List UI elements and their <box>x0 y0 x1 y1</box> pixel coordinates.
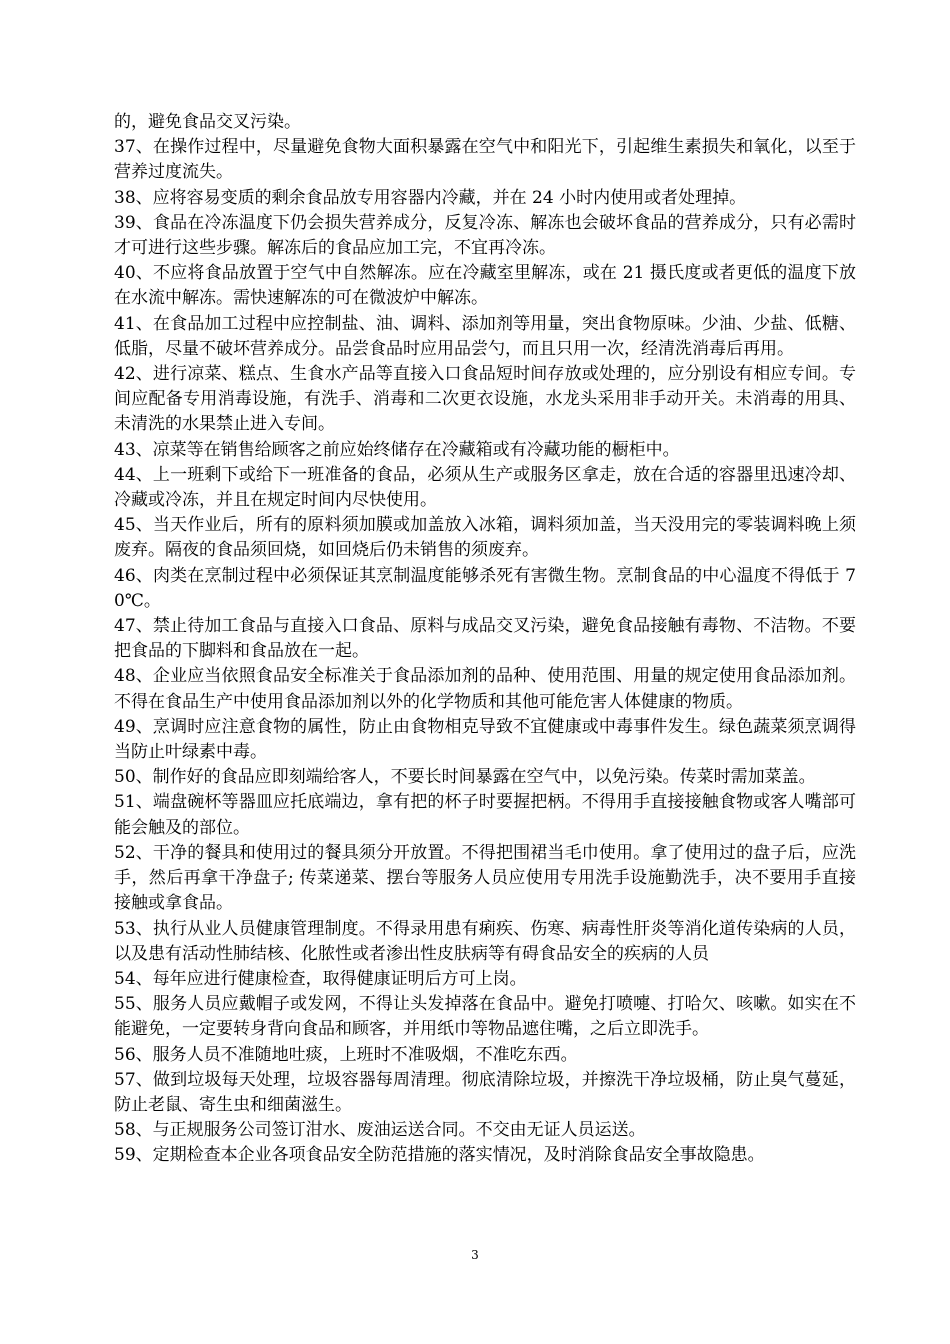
paragraph-item-42: 42、进行凉菜、糕点、生食水产品等直接入口食品短时间存放或处理的，应分别设有相应专间。专间应配备专用消毒设施，有洗手、消毒和二次更衣设施，水龙头采用非手动开关。未消毒的用具、未清洗的水果禁止进入专间。 <box>114 364 856 435</box>
paragraph-item-45: 45、当天作业后，所有的原料须加膜或加盖放入冰箱，调料须加盖，当天没用完的零装调料晚上须废弃。隔夜的食品须回烧，如回烧后仍未销售的须废弃。 <box>114 515 856 561</box>
paragraph-item-47: 47、禁止待加工食品与直接入口食品、原料与成品交叉污染，避免食品接触有毒物、不洁物。不要把食品的下脚料和食品放在一起。 <box>114 616 856 662</box>
page-number: 3 <box>471 1248 479 1262</box>
document-body <box>114 110 856 1169</box>
paragraph-item-56: 56、服务人员不准随地吐痰，上班时不准吸烟，不准吃东西。 <box>114 1044 578 1065</box>
paragraph-item-53: 53、执行从业人员健康管理制度。不得录用患有痢疾、伤寒、病毒性肝炎等消化道传染病的人员，以及患有活动性肺结核、化脓性或者渗出性皮肤病等有碍食品安全的疾病的人员 <box>114 918 856 964</box>
paragraph-item-48: 48、企业应当依照食品安全标准关于食品添加剂的品种、使用范围、用量的规定使用食品添加剂。不得在食品生产中使用食品添加剂以外的化学物质和其他可能危害人体健康的物质。 <box>114 666 856 712</box>
paragraph-item-52: 52、干净的餐具和使用过的餐具须分开放置。不得把围裙当毛巾使用。拿了使用过的盘子后，应洗手，然后再拿干净盘子; 传菜递菜、摆台等服务人员应使用专用洗手设施勤洗手，决不要用手直接接触或拿食品。 <box>114 842 856 914</box>
paragraph-item-41: 41、在食品加工过程中应控制盐、油、调料、添加剂等用量，突出食物原味。少油、少盐、低糖、低脂，尽量不破坏营养成分。品尝食品时应用品尝勺，而且只用一次，经清洗消毒后再用。 <box>114 313 856 359</box>
paragraph-item-37: 37、在操作过程中，尽量避免食物大面积暴露在空气中和阳光下，引起维生素损失和氧化，以至于营养过度流失。 <box>114 137 856 183</box>
paragraph-item-40: 40、不应将食品放置于空气中自然解冻。应在冷藏室里解冻，或在 21 摄氏度或者更低的温度下放在水流中解冻。需快速解冻的可在微波炉中解冻。 <box>114 263 856 309</box>
paragraph-item-54: 54、每年应进行健康检查，取得健康证明后方可上岗。 <box>114 968 527 989</box>
paragraph-continuation: 的，避免食品交叉污染。 <box>114 112 301 132</box>
paragraph-item-55: 55、服务人员应戴帽子或发网，不得让头发掉落在食品中。避免打喷嚏、打哈欠、咳嗽。如实在不能避免，一定要转身背向食品和顾客，并用纸巾等物品遮住嘴，之后立即洗手。 <box>114 994 856 1040</box>
paragraph-item-59: 59、定期检查本企业各项食品安全防范措施的落实情况，及时消除食品安全事故隐患。 <box>114 1145 765 1166</box>
paragraph-item-51: 51、端盘碗杯等器皿应托底端边，拿有把的杯子时要握把柄。不得用手直接接触食物或客人嘴部可能会触及的部位。 <box>114 792 856 838</box>
paragraph-item-49: 49、烹调时应注意食物的属性，防止由食物相克导致不宜健康或中毒事件发生。绿色蔬菜须烹调得当防止叶绿素中毒。 <box>114 716 856 763</box>
paragraph-item-44: 44、上一班剩下或给下一班准备的食品，必须从生产或服务区拿走，放在合适的容器里迅速冷却、冷藏或冷冻，并且在规定时间内尽快使用。 <box>114 464 856 511</box>
paragraph-item-57: 57、做到垃圾每天处理，垃圾容器每周清理。彻底清除垃圾，并擦洗干净垃圾桶，防止臭气蔓延，防止老鼠、寄生虫和细菌滋生。 <box>114 1069 856 1115</box>
paragraph-item-39: 39、食品在冷冻温度下仍会损失营养成分，反复冷冻、解冻也会破坏食品的营养成分，只有必需时才可进行这些步骤。解冻后的食品应加工完，不宜再冷冻。 <box>114 212 856 259</box>
paragraph-item-43: 43、凉菜等在销售给顾客之前应始终储存在冷藏箱或有冷藏功能的橱柜中。 <box>114 439 680 460</box>
paragraph-item-58: 58、与正规服务公司签订泔水、废油运送合同。不交由无证人员运送。 <box>114 1120 646 1141</box>
paragraph-item-38: 38、应将容易变质的剩余食品放专用容器内冷藏，并在 24 小时内使用或者处理掉。 <box>114 187 747 208</box>
paragraph-item-50: 50、制作好的食品应即刻端给客人，不要长时间暴露在空气中，以免污染。传菜时需加菜盖。 <box>114 767 816 788</box>
paragraph-item-46: 46、肉类在烹制过程中必须保证其烹制温度能够杀死有害微生物。烹制食品的中心温度不得低于 70℃。 <box>114 565 856 611</box>
